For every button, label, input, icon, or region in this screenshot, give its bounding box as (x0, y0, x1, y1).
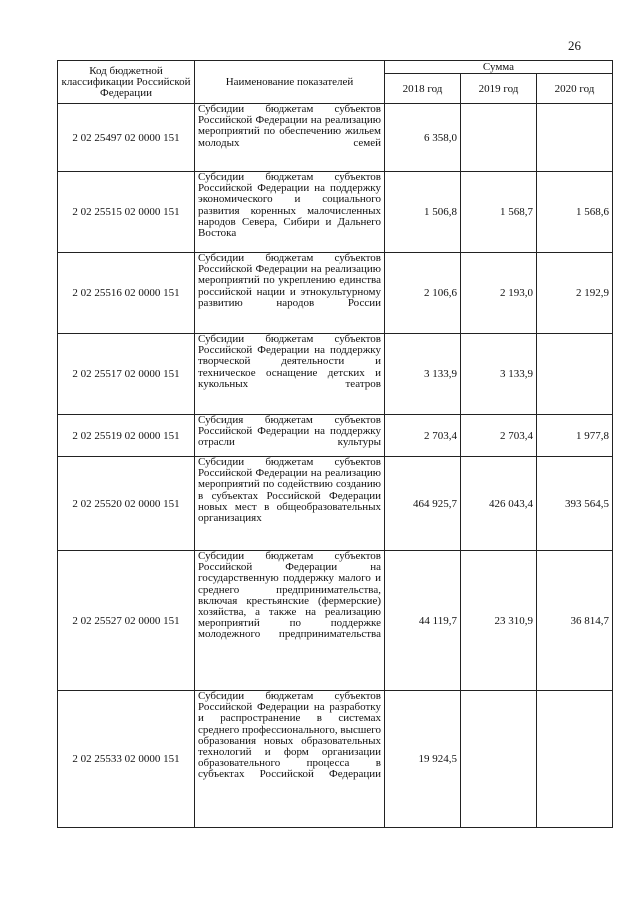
row-code: 2 02 25533 02 0000 151 (58, 691, 195, 828)
row-value-2020: 1 568,6 (537, 172, 613, 253)
header-sum: Сумма (385, 61, 613, 74)
row-name: Субсидии бюджетам субъектов Российской Федерации на государственную поддержку малого и среднего предпринимательства, включая крестьянские (фермерские) хозяйства, а также на реализацию мероприятий по поддержке молодежного предпринимательства (195, 551, 385, 691)
row-name: Субсидия бюджетам субъектов Российской Федерации на поддержку отрасли культуры (195, 415, 385, 457)
row-value-2020 (537, 334, 613, 415)
row-value-2020: 393 564,5 (537, 457, 613, 551)
row-value-2019 (461, 691, 537, 828)
row-value-2020 (537, 691, 613, 828)
row-code: 2 02 25497 02 0000 151 (58, 104, 195, 172)
table-row (58, 253, 613, 334)
row-value-2018: 2 106,6 (385, 253, 461, 334)
budget-table (57, 60, 613, 828)
row-code: 2 02 25516 02 0000 151 (58, 253, 195, 334)
row-code: 2 02 25519 02 0000 151 (58, 415, 195, 457)
row-value-2019 (461, 104, 537, 172)
row-value-2020: 36 814,7 (537, 551, 613, 691)
row-value-2020: 2 192,9 (537, 253, 613, 334)
table-row (58, 172, 613, 253)
row-value-2019: 3 133,9 (461, 334, 537, 415)
row-value-2019: 2 193,0 (461, 253, 537, 334)
row-value-2020 (537, 104, 613, 172)
row-name: Субсидии бюджетам субъектов Российской Федерации на реализацию мероприятий по обеспечению жильем молодых семей (195, 104, 385, 172)
row-code: 2 02 25527 02 0000 151 (58, 551, 195, 691)
table-row (58, 334, 613, 415)
table-row (58, 104, 613, 172)
row-code: 2 02 25520 02 0000 151 (58, 457, 195, 551)
row-value-2019: 23 310,9 (461, 551, 537, 691)
header-name: Наименование показателей (195, 61, 385, 104)
header-year-2020: 2020 год (537, 74, 613, 104)
row-value-2018: 464 925,7 (385, 457, 461, 551)
row-code: 2 02 25515 02 0000 151 (58, 172, 195, 253)
row-name: Субсидии бюджетам субъектов Российской Федерации на поддержку творческой деятельности и техническое оснащение детских и кукольных театров (195, 334, 385, 415)
row-name: Субсидии бюджетам субъектов Российской Федерации на разработку и распространение в системах среднего профессионального, высшего образования новых образовательных технологий и форм организации образовательного процесса в субъектах Российской Федерации (195, 691, 385, 828)
row-value-2019: 1 568,7 (461, 172, 537, 253)
row-name: Субсидии бюджетам субъектов Российской Федерации на реализацию мероприятий по укреплению единства российской нации и этнокультурному развитию народов России (195, 253, 385, 334)
table-row (58, 551, 613, 691)
page-number: 26 (568, 38, 581, 53)
table-row (58, 691, 613, 828)
row-name: Субсидии бюджетам субъектов Российской Федерации на поддержку экономического и социального развития коренных малочисленных народов Севера, Сибири и Дальнего Востока (195, 172, 385, 253)
row-name: Субсидии бюджетам субъектов Российской Федерации на реализацию мероприятий по содействию созданию в субъектах Российской Федерации новых мест в общеобразовательных организациях (195, 457, 385, 551)
row-value-2018: 2 703,4 (385, 415, 461, 457)
row-value-2018: 19 924,5 (385, 691, 461, 828)
row-value-2019: 2 703,4 (461, 415, 537, 457)
row-value-2018: 1 506,8 (385, 172, 461, 253)
row-value-2018: 6 358,0 (385, 104, 461, 172)
table-row (58, 415, 613, 457)
header-year-2019: 2019 год (461, 74, 537, 104)
row-value-2020: 1 977,8 (537, 415, 613, 457)
row-value-2018: 3 133,9 (385, 334, 461, 415)
table-row (58, 457, 613, 551)
header-year-2018: 2018 год (385, 74, 461, 104)
header-code: Код бюджетной классификации Российской Федерации (58, 61, 195, 104)
row-value-2018: 44 119,7 (385, 551, 461, 691)
row-code: 2 02 25517 02 0000 151 (58, 334, 195, 415)
row-value-2019: 426 043,4 (461, 457, 537, 551)
